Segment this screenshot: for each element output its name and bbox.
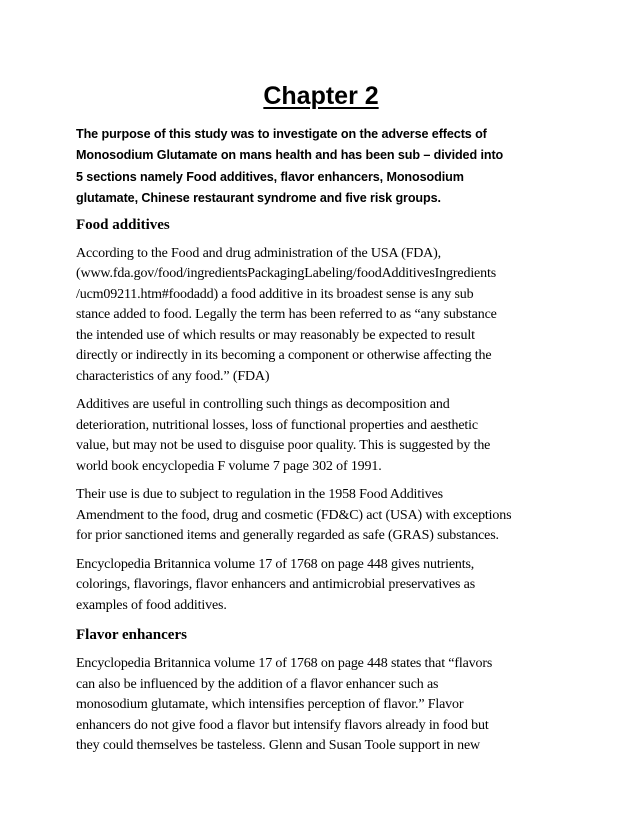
paragraph-flavor-enhancers xyxy=(76,654,566,757)
paragraph-line: Encyclopedia Britannica volume 17 of 1768 on page 448 gives nutrients, xyxy=(76,556,475,572)
paragraph-line: deterioration, nutritional losses, loss of functional properties and aesthetic xyxy=(76,417,478,433)
paragraph-line: Their use is due to subject to regulation in the 1958 Food Additives xyxy=(76,487,443,503)
chapter-title: Chapter 2 xyxy=(263,82,379,110)
intro-paragraph xyxy=(76,124,566,210)
intro-line: Monosodium Glutamate on mans health and has been sub – divided into xyxy=(76,148,504,163)
paragraph-line: (www.fda.gov/food/ingredientsPackagingLabeling/foodAdditivesIngredients xyxy=(76,266,497,282)
paragraph-fda-definition xyxy=(76,244,566,388)
paragraph-line: they could themselves be tasteless. Glenn and Susan Toole support in new xyxy=(76,738,480,754)
section-heading-food-additives: Food additives xyxy=(76,216,170,233)
paragraph-line: the intended use of which results or may reasonably be expected to result xyxy=(76,327,475,343)
paragraph-line: value, but may not be used to disguise poor quality. This is suggested by the xyxy=(76,438,491,454)
paragraph-line: enhancers do not give food a flavor but intensify flavors already in food but xyxy=(76,717,489,733)
paragraph-line: monosodium glutamate, which intensifies perception of flavor.” Flavor xyxy=(76,697,464,713)
document-page xyxy=(76,80,566,765)
intro-line: glutamate, Chinese restaurant syndrome and five risk groups. xyxy=(76,191,441,206)
paragraph-line: Additives are useful in controlling such things as decomposition and xyxy=(76,397,450,413)
paragraph-line: According to the Food and drug administration of the USA (FDA), xyxy=(76,245,442,261)
paragraph-line: Amendment to the food, drug and cosmetic (FD&C) act (USA) with exceptions xyxy=(76,507,512,523)
paragraph-line: /ucm09211.htm#foodadd) a food additive in its broadest sense is any sub xyxy=(76,286,474,302)
paragraph-line: can also be influenced by the addition of a flavor enhancer such as xyxy=(76,676,439,692)
paragraph-regulation xyxy=(76,485,566,547)
paragraph-line: world book encyclopedia F volume 7 page 302 of 1991. xyxy=(76,458,382,474)
paragraph-line: Encyclopedia Britannica volume 17 of 1768 on page 448 states that “flavors xyxy=(76,656,493,672)
paragraph-britannica-examples xyxy=(76,555,566,617)
paragraph-additives-use xyxy=(76,395,566,477)
paragraph-line: characteristics of any food.” (FDA) xyxy=(76,368,270,384)
section-heading-flavor-enhancers: Flavor enhancers xyxy=(76,627,187,644)
intro-line: 5 sections namely Food additives, flavor enhancers, Monosodium xyxy=(76,169,464,184)
paragraph-line: stance added to food. Legally the term has been referred to as “any substance xyxy=(76,307,497,323)
paragraph-line: examples of food additives. xyxy=(76,597,227,613)
paragraph-line: colorings, flavorings, flavor enhancers and antimicrobial preservatives as xyxy=(76,577,476,593)
paragraph-line: for prior sanctioned items and generally regarded as safe (GRAS) substances. xyxy=(76,528,499,544)
paragraph-line: directly or indirectly in its becoming a component or otherwise affecting the xyxy=(76,348,492,364)
intro-line: The purpose of this study was to investigate on the adverse effects of xyxy=(76,127,487,141)
